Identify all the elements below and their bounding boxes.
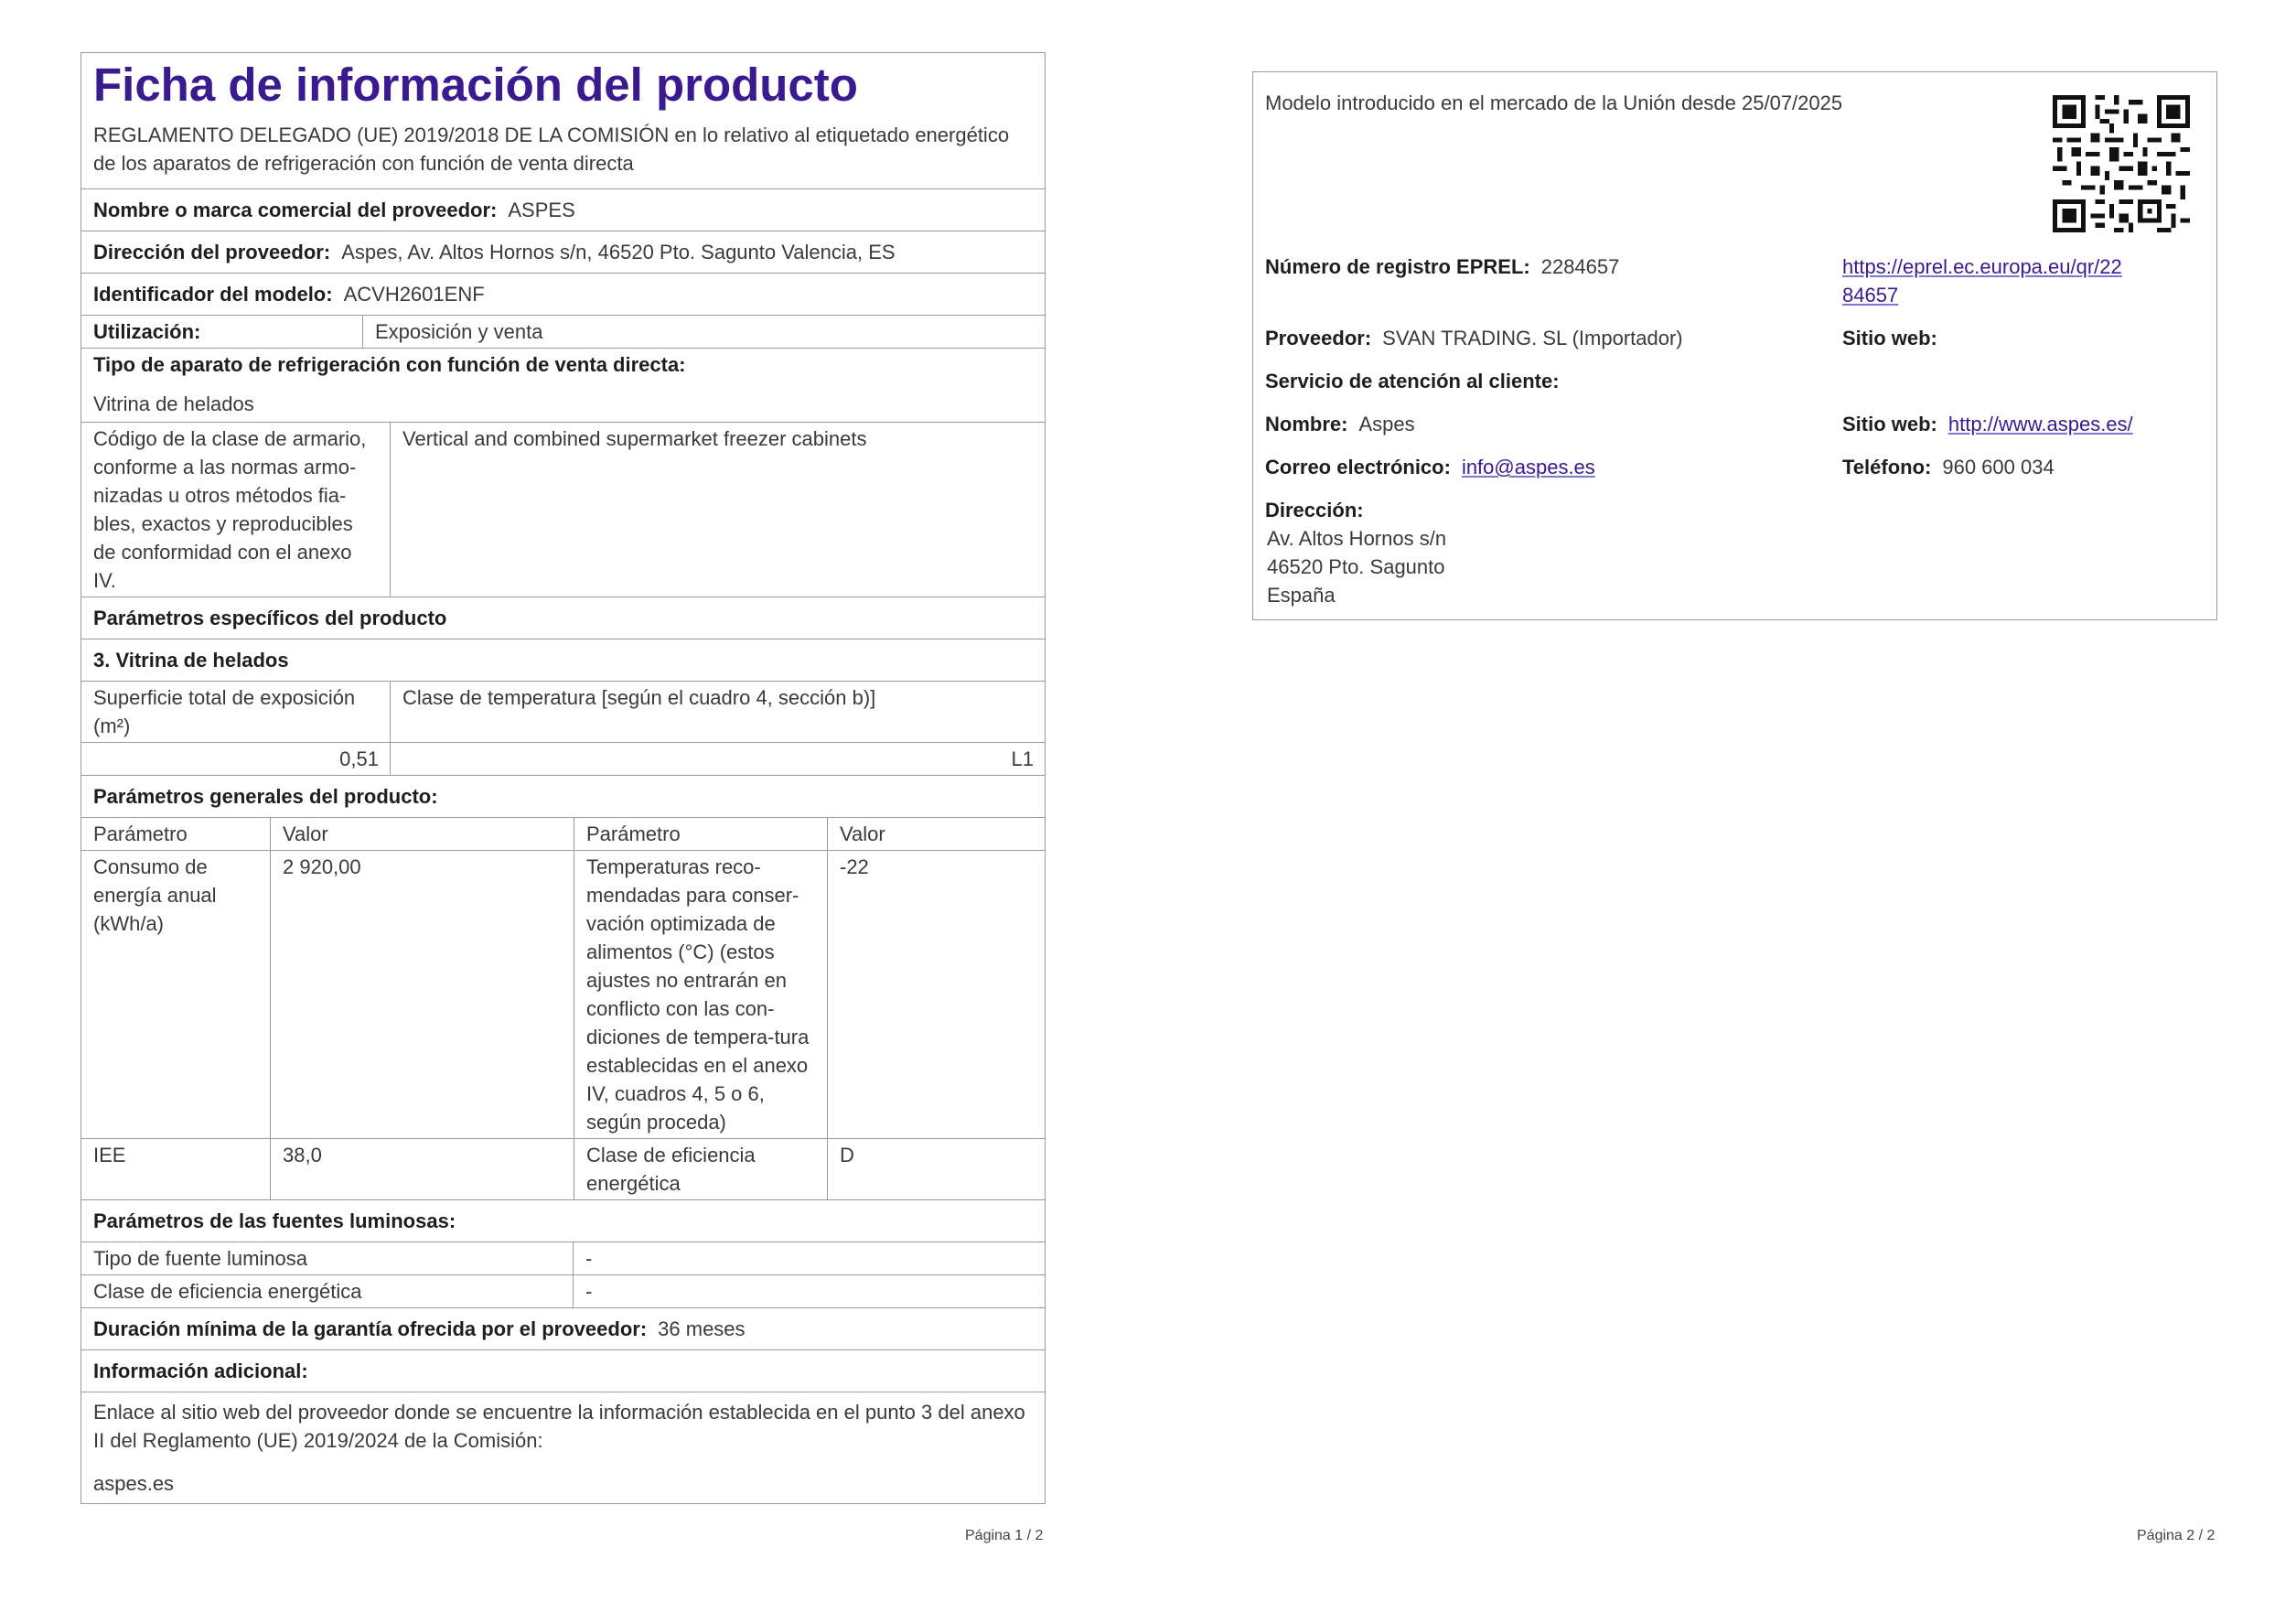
table-cell: 38,0: [271, 1139, 574, 1200]
use-value: Exposición y venta: [363, 316, 1046, 349]
provider-label: Proveedor:: [1265, 327, 1372, 349]
supplier-address-row: [81, 231, 1045, 273]
appliance-type-value: Vitrina de helados: [93, 392, 254, 415]
page-title: Ficha de información del producto: [93, 59, 858, 111]
appliance-type-row: [81, 348, 1045, 422]
temp-class-value: L1: [391, 743, 1046, 776]
table-cell: D: [828, 1139, 1046, 1200]
customer-service-row: [1265, 367, 1571, 395]
light-params-label: Parámetros de las fuentes luminosas:: [93, 1209, 456, 1232]
table-cell: IEE: [81, 1139, 271, 1200]
cabinet-code-table: [81, 422, 1045, 597]
table-cell: 2 920,00: [271, 851, 574, 1139]
light-params-table: [81, 1241, 1045, 1307]
eprel-url-link[interactable]: [1842, 253, 2122, 309]
table-header-cell: Parámetro: [81, 818, 271, 851]
product-info-sheet-page-1: [80, 52, 1046, 1504]
model-id-value: ACVH2601ENF: [343, 283, 485, 306]
table-row: [81, 1139, 1045, 1200]
table-cell: Clase de eficiencia energética: [81, 1275, 574, 1308]
contact-name-row: [1265, 410, 1415, 438]
page-number-1: Página 1 / 2: [965, 1528, 1044, 1543]
display-params-table: [81, 681, 1045, 775]
table-cell: Temperaturas reco-mendadas para conser-vación optimizada de alimentos (°C) (estos ajustes no entrarán en conflicto con las con-diciones de tempera-tura establecidas en el anexo IV, cuadros 4, 5 o 6, según proceda): [574, 851, 828, 1139]
specific-params-label: Parámetros específicos del producto: [93, 607, 447, 629]
cabinet-code-label: Código de la clase de armario, conforme a las normas armo-nizadas u otros métodos fia-bles, exactos y reproducibles de conformidad con el anexo IV.: [81, 423, 391, 597]
table-cell: -: [574, 1275, 1046, 1308]
table-row: [81, 1275, 1045, 1308]
warranty-value: 36 meses: [658, 1317, 746, 1340]
eprel-value: 2284657: [1540, 255, 1620, 278]
contact-name-label: Nombre:: [1265, 413, 1348, 435]
page-number-2: Página 2 / 2: [2137, 1528, 2216, 1543]
customer-service-label: Servicio de atención al cliente:: [1265, 370, 1560, 392]
contact-website-label: Sitio web:: [1842, 413, 1937, 435]
provider-website-row: [1842, 324, 1948, 352]
address-line: España: [1267, 584, 1336, 607]
table-cell: Tipo de fuente luminosa: [81, 1242, 574, 1275]
section-3-row: [81, 639, 1045, 681]
table-cell: -: [574, 1242, 1046, 1275]
model-id-label: Identificador del modelo:: [93, 283, 333, 306]
regulation-subtitle: REGLAMENTO DELEGADO (UE) 2019/2018 DE LA COMISIÓN en lo relativo al etiquetado energético de los aparatos de refrigeración con función de venta directa: [93, 124, 1010, 175]
supplier-address-label: Dirección del proveedor:: [93, 241, 331, 263]
provider-value: SVAN TRADING. SL (Importador): [1382, 327, 1683, 349]
table-cell: -22: [828, 851, 1046, 1139]
supplier-name-value: ASPES: [508, 199, 575, 221]
additional-info-text: Enlace al sitio web del proveedor donde se encuentre la información establecida en el punto 3 del anexo II del Reglamento (UE) 2019/2024 de la Comisión:: [93, 1401, 1025, 1452]
display-area-value: 0,51: [81, 743, 391, 776]
temp-class-label: Clase de temperatura [según el cuadro 4, sección b)]: [391, 682, 1046, 743]
table-header-cell: Parámetro: [574, 818, 828, 851]
market-intro-text: Modelo introducido en el mercado de la Unión desde 25/07/2025: [1265, 91, 1843, 114]
cabinet-code-value: Vertical and combined supermarket freezer cabinets: [391, 423, 1046, 597]
phone-label: Teléfono:: [1842, 456, 1932, 478]
sheet-frame: [80, 52, 1046, 1504]
specific-params-row: [81, 597, 1045, 639]
appliance-type-label: Tipo de aparato de refrigeración con función de venta directa:: [93, 353, 686, 376]
eprel-label: Número de registro EPREL:: [1265, 255, 1530, 278]
contact-website-row: [1842, 410, 2133, 438]
warranty-label: Duración mínima de la garantía ofrecida por el proveedor:: [93, 1317, 648, 1340]
supplier-name-label: Nombre o marca comercial del proveedor:: [93, 199, 498, 221]
additional-info-label: Información adicional:: [93, 1360, 308, 1382]
eprel-info-frame: [1252, 71, 2217, 620]
table-cell: Consumo de energía anual (kWh/a): [81, 851, 271, 1139]
phone-value: 960 600 034: [1942, 456, 2055, 478]
table-header-cell: Valor: [828, 818, 1046, 851]
light-params-row: [81, 1199, 1045, 1241]
table-row: [81, 851, 1045, 1139]
table-header-row: [81, 818, 1045, 851]
use-table: [81, 315, 1045, 348]
contact-website-link[interactable]: http://www.aspes.es/: [1947, 413, 2133, 435]
email-row: [1265, 453, 1595, 481]
general-params-label: Parámetros generales del producto:: [93, 785, 438, 808]
product-info-sheet-page-2: [1252, 71, 2217, 620]
table-cell: Clase de eficiencia energética: [574, 1139, 828, 1200]
phone-row: [1842, 453, 2055, 481]
supplier-name-row: [81, 188, 1045, 231]
address-line: 46520 Pto. Sagunto: [1267, 555, 1445, 578]
supplier-address-value: Aspes, Av. Altos Hornos s/n, 46520 Pto. Sagunto Valencia, ES: [341, 241, 896, 263]
provider-row: [1265, 324, 1683, 352]
general-params-row: [81, 775, 1045, 817]
address-block: [1265, 496, 1446, 609]
model-id-row: [81, 273, 1045, 315]
address-line: Av. Altos Hornos s/n: [1267, 527, 1447, 550]
general-params-table: [81, 817, 1045, 1199]
additional-info-row: [81, 1349, 1045, 1392]
table-row: [81, 1242, 1045, 1275]
table-header-cell: Valor: [271, 818, 574, 851]
address-label: Dirección:: [1265, 499, 1364, 521]
provider-website-label: Sitio web:: [1842, 327, 1937, 349]
eprel-row: [1265, 253, 1619, 281]
contact-name-value: Aspes: [1358, 413, 1415, 435]
use-label: Utilización:: [81, 316, 363, 349]
display-area-label: Superficie total de exposición (m²): [81, 682, 391, 743]
warranty-row: [81, 1307, 1045, 1349]
email-label: Correo electrónico:: [1265, 456, 1451, 478]
eprel-url-line-1[interactable]: https://eprel.ec.europa.eu/qr/22: [1842, 255, 2122, 278]
eprel-url-line-2[interactable]: 84657: [1842, 284, 1899, 306]
supplier-website-link[interactable]: aspes.es: [93, 1472, 175, 1495]
additional-info-body: [81, 1392, 1045, 1503]
section-3-label: 3. Vitrina de helados: [93, 649, 289, 672]
email-link[interactable]: info@aspes.es: [1461, 456, 1595, 478]
qr-code-icon[interactable]: [2053, 95, 2190, 232]
